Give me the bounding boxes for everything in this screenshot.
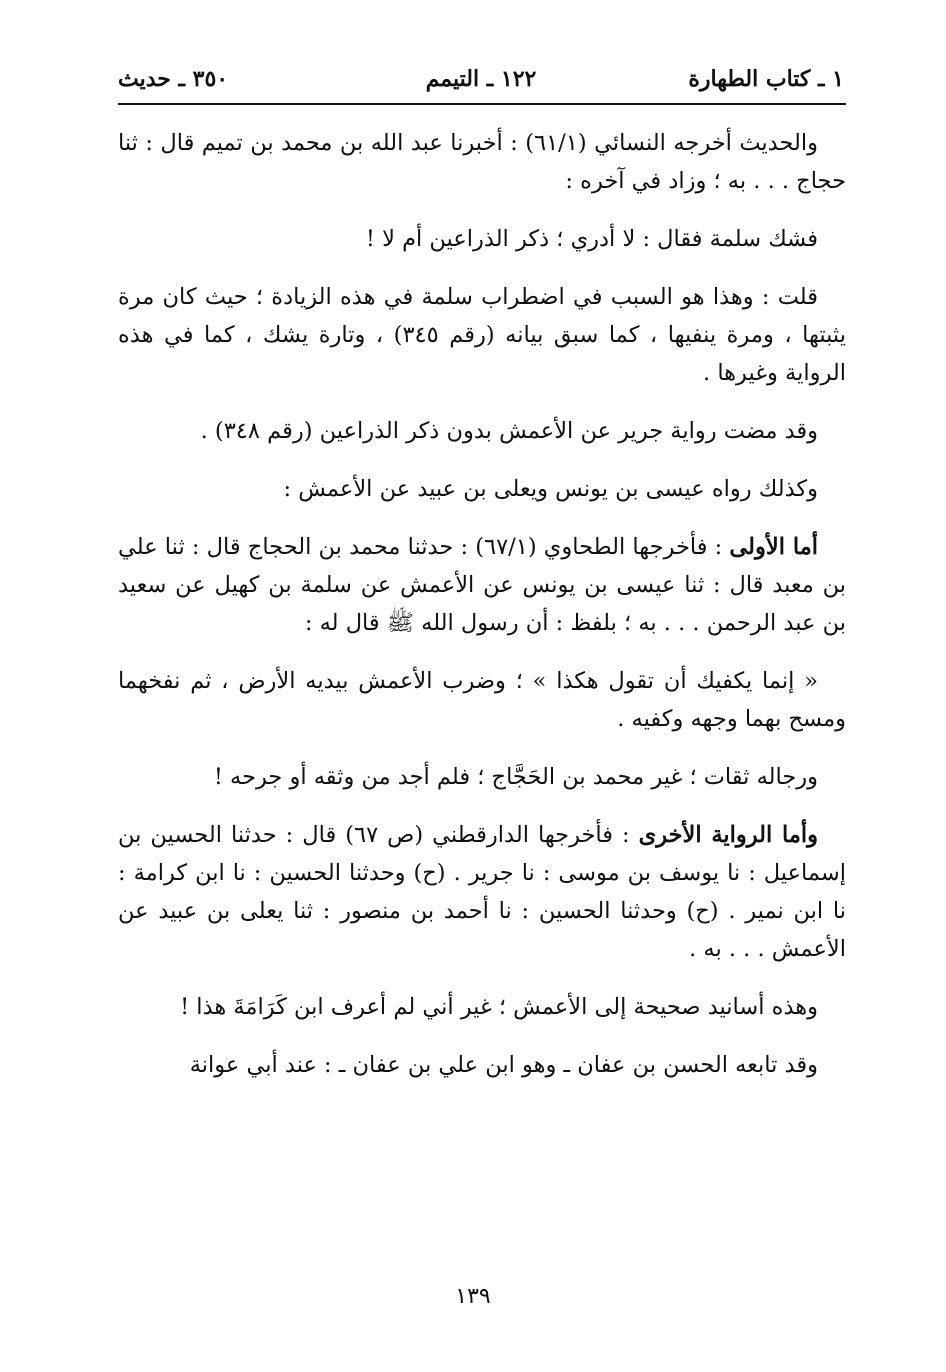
paragraph (118, 988, 846, 1026)
paragraph (118, 758, 846, 796)
paragraph-text: وكذلك رواه عيسى بن يونس ويعلى بن عبيد عن الأعمش : (283, 476, 818, 502)
paragraph-text: وقد مضت رواية جرير عن الأعمش بدون ذكر الذراعين (رقم ٣٤٨) . (200, 418, 818, 444)
header-hadith-number: ٣٥٠ ـ حديث (118, 66, 229, 92)
paragraph (118, 124, 846, 200)
paragraph (118, 278, 846, 392)
main-text (118, 124, 846, 1104)
paragraph-text: والحديث أخرجه النسائي (٦١/١) : أخبرنا عبد الله بن محمد بن تميم قال : ثنا حجاج . . . به ؛ وزاد في آخره : (118, 130, 846, 194)
header-section: ١٢٢ ـ التيمم (425, 66, 537, 92)
paragraph-text: : فأخرجها الطحاوي (٦٧/١) : حدثنا محمد بن الحجاج قال : ثنا علي بن معبد قال : ثنا عيسى بن يونس عن الأعمش عن سلمة بن كهيل عن سعيد بن عبد الرحمن . . . به ؛ بلفظ : أن رسول الله ﷺ قال له : (118, 534, 846, 636)
paragraph-text: قلت : وهذا هو السبب في اضطراب سلمة في هذه الزيادة ؛ حيث كان مرة يثبتها ، ومرة ينفيها ، كما سبق بيانه (رقم ٣٤٥) ، وتارة يشك ، كما في هذه الرواية وغيرها . (118, 284, 846, 386)
paragraph (118, 470, 846, 508)
paragraph (118, 220, 846, 258)
paragraph-text: ورجاله ثقات ؛ غير محمد بن الحَجَّاج ؛ فلم أجد من وثقه أو جرحه ! (213, 764, 818, 790)
paragraph-lead: وأما الرواية الأخرى (638, 822, 819, 848)
header-book-chapter: ١ ـ كتاب الطهارة (688, 66, 844, 92)
paragraph (118, 816, 846, 968)
paragraph-text: « إنما يكفيك أن تقول هكذا » ؛ وضرب الأعمش بيديه الأرض ، ثم نفخهما ومسح بهما وجهه وكفيه . (118, 668, 846, 732)
paragraph (118, 412, 846, 450)
header-divider (118, 103, 846, 105)
paragraph (118, 528, 846, 642)
paragraph (118, 1046, 846, 1084)
paragraph-text: : فأخرجها الدارقطني (ص ٦٧) قال : حدثنا الحسين بن إسماعيل : نا يوسف بن موسى : نا جرير . (ح) وحدثنا الحسين : نا ابن كرامة : نا ابن نمير . (ح) وحدثنا الحسين : نا أحمد بن منصور : ثنا يعلى بن عبيد عن الأعمش . . . به . (118, 822, 846, 962)
running-header (118, 62, 844, 102)
paragraph-text: فشك سلمة فقال : لا أدري ؛ ذكر الذراعين أم لا ! (365, 226, 818, 252)
page-number: ١٣٩ (455, 1284, 491, 1309)
paragraph (118, 662, 846, 738)
paragraph-text: وهذه أسانيد صحيحة إلى الأعمش ؛ غير أني لم أعرف ابن كَرَامَةَ هذا ! (180, 994, 818, 1020)
paragraph-lead: أما الأولى (729, 534, 818, 560)
paragraph-text: وقد تابعه الحسن بن عفان ـ وهو ابن علي بن عفان ـ : عند أبي عوانة (189, 1052, 818, 1078)
